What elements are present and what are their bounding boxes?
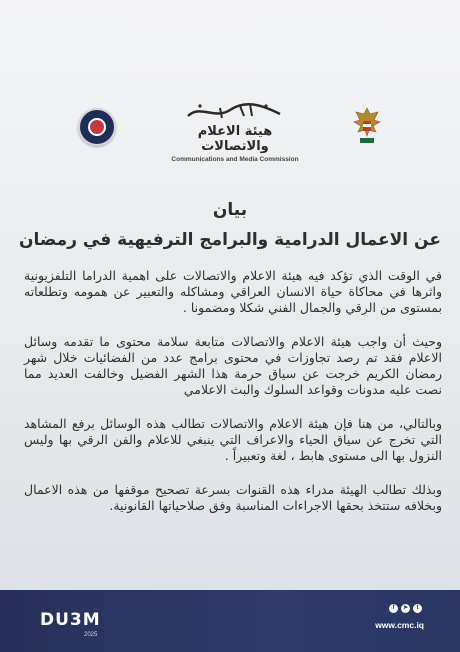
emblem-logo-left bbox=[78, 108, 116, 146]
telegram-icon[interactable]: ➤ bbox=[402, 605, 409, 611]
statement-subtitle: عن الاعمال الدرامية والبرامج الترفيهية في رمضان bbox=[19, 230, 441, 250]
footer-logo: DU3M bbox=[40, 610, 101, 630]
paragraph-2: وحيث أن واجب هيئة الاعلام والاتصالات متابعة سلامة محتوى ما تقدمه وسائل الاعلام فقد تم رصد تجاوزات في محتوى برامج عدد من الفضائيات خلال شهر رمضان الكريم خرجت عن سياق حرمة هذا الشهر الفضيل وخالفت العديد مما نصت عليه مدونات وقواعد السلوك والبث الاعلامي bbox=[24, 334, 442, 397]
statement-title: بيان bbox=[212, 200, 248, 220]
social-links bbox=[389, 604, 422, 613]
website-link[interactable]: www.cmc.iq bbox=[375, 620, 424, 630]
emblem-inner-icon bbox=[88, 118, 106, 136]
paragraph-4: وبذلك تطالب الهيئة مدراء هذه القنوات بسرعة تصحيح موقفها من هذه الاعمال وبخلافه ستتخذ بحقها الاجراءات المناسبة وفق صلاحياتها القانونية. bbox=[24, 482, 442, 513]
footer bbox=[0, 590, 460, 652]
org-name-en: Communications and Media Commission bbox=[171, 156, 299, 163]
paragraph-3: وبالتالي، من هنا فإن هيئة الاعلام والاتصالات تطالب هذه الوسائل برفع المشاهد التي تخرج عن سياق الحياء والاعراف التي ينبغي للاعلام والفن الرقي بها وليس النزول بها الى مستوى هابط ، لغة وتعبيراً . bbox=[24, 416, 442, 463]
org-name-ar: هيئة الاعلام والاتصالات bbox=[197, 124, 273, 154]
cmc-logo bbox=[170, 100, 300, 163]
facebook-icon[interactable]: f bbox=[389, 604, 398, 613]
iraq-eagle-icon bbox=[352, 106, 382, 146]
statement-body bbox=[24, 268, 442, 532]
brand-mark-ar bbox=[170, 100, 300, 122]
header bbox=[0, 96, 460, 166]
twitter-icon[interactable]: t bbox=[413, 604, 422, 613]
footer-year: 2025 bbox=[84, 632, 98, 638]
paragraph-1: في الوقت الذي تؤكد فيه هيئة الاعلام والاتصالات على اهمية الدراما التلفزيونية واثرها في محاكاة حياة الانسان العراقي ومشاكله والتعبير عن همومه وتطلعاته بمستوى من الرقي والجمال الفني شكلا ومضمونا . bbox=[24, 268, 442, 315]
